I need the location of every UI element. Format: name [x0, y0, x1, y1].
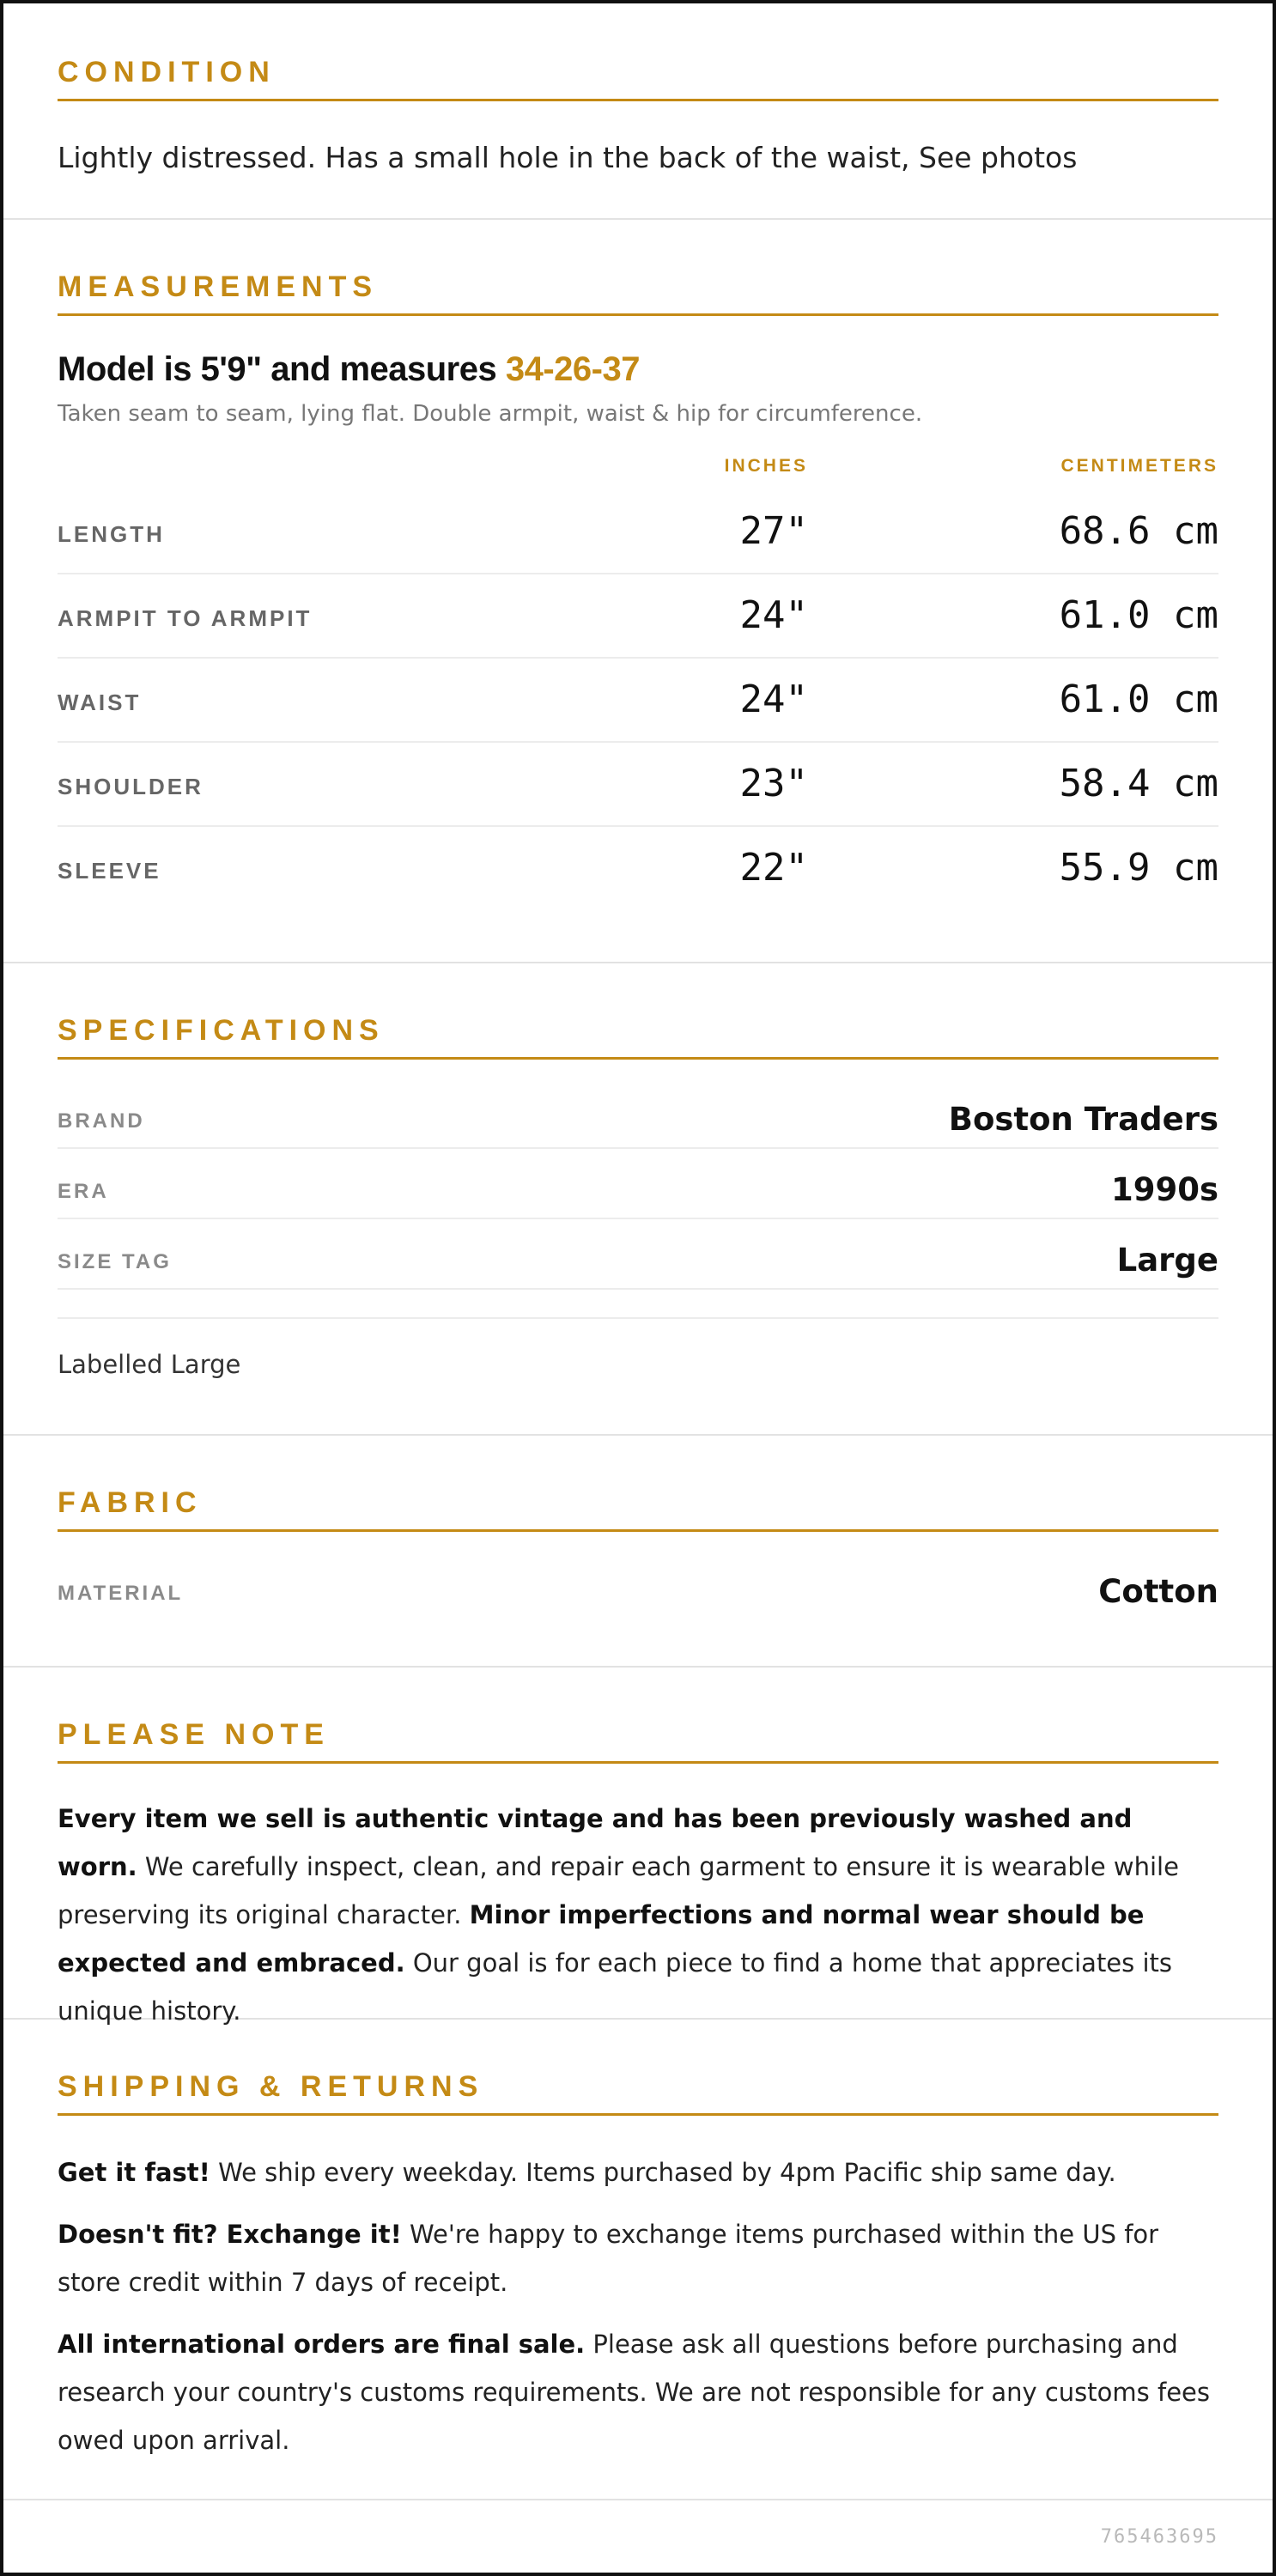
measurement-inches: 23": [739, 762, 808, 805]
footer: [3, 2500, 1273, 2576]
international-paragraph: [58, 2320, 1218, 2464]
exchange-paragraph: [58, 2210, 1218, 2306]
measurement-label: LENGTH: [58, 521, 165, 547]
measurement-row-shoulder: [58, 743, 1218, 827]
measurement-inches: 24": [739, 593, 808, 637]
shipping-fast-paragraph: [58, 2148, 1218, 2196]
note-bold-2: Minor imperfections and normal wear should be expected and embraced.: [58, 1900, 1145, 1978]
spec-value: Boston Traders: [948, 1101, 1218, 1138]
international-bold: All international orders are final sale.: [58, 2330, 586, 2359]
centimeters-column-header: CENTIMETERS: [1060, 456, 1218, 476]
condition-text: Lightly distressed. Has a small hole in the back of the waist, See photos: [58, 141, 1078, 174]
spec-value: 1990s: [1110, 1171, 1218, 1208]
note-bold-1: Every item we sell is authentic vintage and has been previously washed and worn.: [58, 1804, 1133, 1881]
spec-label: BRAND: [58, 1109, 145, 1133]
model-measures: 34-26-37: [505, 350, 640, 388]
measurement-cm: 68.6 cm: [1059, 509, 1218, 553]
spec-row-era: [58, 1149, 1218, 1219]
measurement-method: Taken seam to seam, lying flat. Double armpit, waist & hip for circumference.: [58, 401, 923, 427]
fabric-value: Cotton: [1098, 1573, 1218, 1610]
specification-rows: [58, 1078, 1218, 1290]
measurement-cm: 55.9 cm: [1059, 846, 1218, 890]
spec-note: Labelled Large: [58, 1350, 241, 1379]
measurement-label: WAIST: [58, 690, 142, 715]
specifications-section: [3, 963, 1273, 1436]
measurement-row-armpit: [58, 574, 1218, 659]
measurement-column-headers: [58, 456, 1218, 490]
please-note-heading: PLEASE NOTE: [58, 1716, 1218, 1764]
measurement-row-sleeve: [58, 827, 1218, 911]
measurement-row-length: [58, 490, 1218, 574]
note-text-1: We carefully inspect, clean, and repair each garment to ensure it is wearable while preserving its original character.: [58, 1852, 1179, 1929]
measurement-inches: 27": [739, 509, 808, 553]
inches-column-header: INCHES: [724, 456, 808, 476]
condition-heading: CONDITION: [58, 53, 1218, 101]
shipping-heading: SHIPPING & RETURNS: [58, 2068, 1218, 2116]
condition-section: [3, 3, 1273, 220]
measurement-cm: 61.0 cm: [1059, 677, 1218, 721]
measurement-rows: [58, 490, 1218, 911]
measurement-row-waist: [58, 659, 1218, 743]
please-note-text: [58, 1795, 1218, 2035]
measurement-label: SHOULDER: [58, 774, 204, 799]
measurement-label: SLEEVE: [58, 858, 161, 884]
spec-row-brand: [58, 1078, 1218, 1149]
spec-note-block: [58, 1317, 1218, 1379]
fabric-section: [3, 1436, 1273, 1668]
measurements-heading: MEASUREMENTS: [58, 268, 1218, 316]
spec-row-size-tag: [58, 1219, 1218, 1290]
spec-label: ERA: [58, 1180, 109, 1203]
fabric-row-material: [58, 1551, 1218, 1621]
measurement-cm: 61.0 cm: [1059, 593, 1218, 637]
fabric-rows: [58, 1551, 1218, 1621]
product-code: 765463695: [1100, 2526, 1218, 2548]
shipping-fast-text: We ship every weekday. Items purchased by 4pm Pacific ship same day.: [210, 2158, 1116, 2187]
measurement-inches: 24": [739, 677, 808, 721]
shipping-returns-section: [3, 2020, 1273, 2500]
international-text: Please ask all questions before purchasing and research your country's customs requirements. We are not responsible for any customs fees owed upon arrival.: [58, 2330, 1210, 2455]
model-info: [58, 350, 1218, 389]
exchange-text: We're happy to exchange items purchased within the US for store credit within 7 days of receipt.: [58, 2220, 1159, 2297]
exchange-bold: Doesn't fit? Exchange it!: [58, 2220, 402, 2249]
specifications-heading: SPECIFICATIONS: [58, 1012, 1218, 1060]
measurement-inches: 22": [739, 846, 808, 890]
spec-value: Large: [1116, 1242, 1218, 1279]
measurement-label: ARMPIT TO ARMPIT: [58, 605, 313, 631]
shipping-fast-bold: Get it fast!: [58, 2158, 210, 2187]
model-info-prefix: Model is 5'9" and measures: [58, 350, 506, 388]
fabric-label: MATERIAL: [58, 1582, 184, 1605]
please-note-section: [3, 1668, 1273, 2026]
fabric-heading: FABRIC: [58, 1484, 1218, 1532]
measurement-cm: 58.4 cm: [1059, 762, 1218, 805]
note-text-2: Our goal is for each piece to find a home that appreciates its unique history.: [58, 1948, 1173, 2026]
spec-label: SIZE TAG: [58, 1250, 172, 1273]
measurements-section: [3, 220, 1273, 963]
